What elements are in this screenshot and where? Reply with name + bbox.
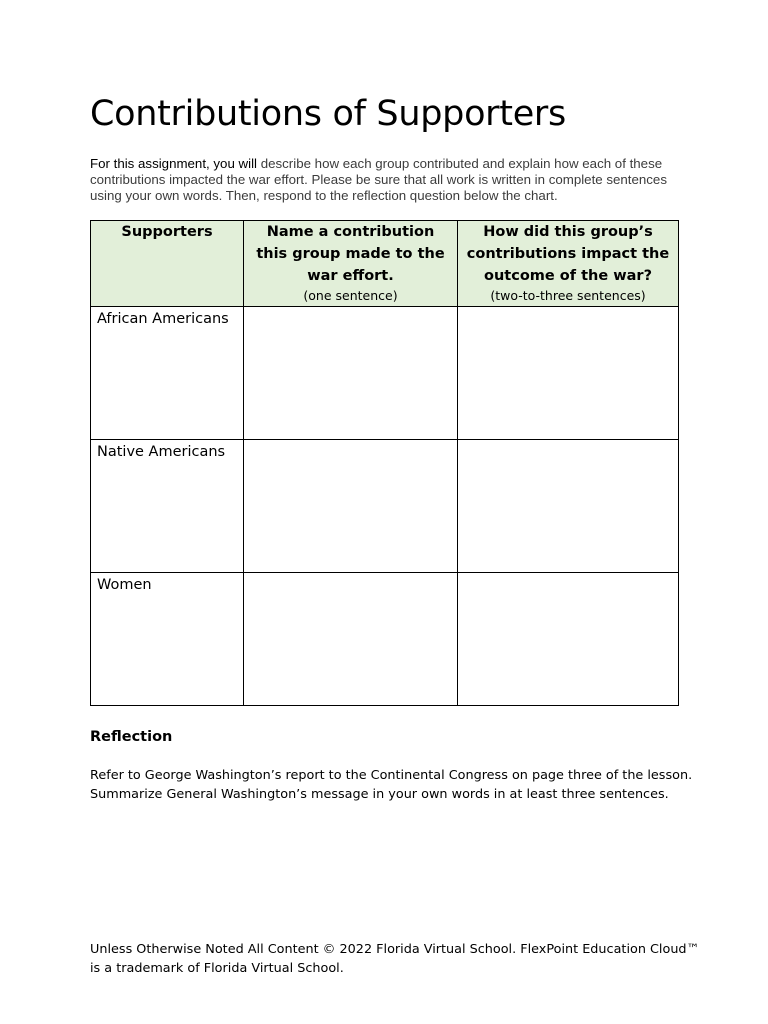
table-row [91, 440, 679, 573]
instructions-lead: For this assignment, you will [90, 156, 258, 171]
table-row [91, 307, 679, 440]
group-label: African Americans [97, 311, 229, 327]
contribution-cell[interactable] [244, 440, 458, 573]
header-label: Name a contribution this group made to the war effort. [256, 224, 445, 284]
group-label: Native Americans [97, 444, 226, 460]
assignment-instructions [90, 156, 680, 205]
table-header-row [91, 221, 679, 307]
reflection-prompt [90, 766, 693, 804]
impact-cell[interactable] [458, 440, 679, 573]
reflection-heading: Reflection [90, 729, 173, 745]
header-contribution [244, 221, 458, 307]
impact-cell[interactable] [458, 307, 679, 440]
impact-cell[interactable] [458, 573, 679, 706]
reflection-line: Refer to George Washington’s report to the Continental Congress on page three of the lesson. [90, 768, 693, 783]
header-label: How did this group’s contributions impact the outcome of the war? [466, 224, 670, 284]
page-title: Contributions of Supporters [90, 94, 566, 134]
instructions-line: using your own words. Then, respond to the reflection question below the chart. [90, 188, 558, 204]
contribution-cell[interactable] [244, 573, 458, 706]
group-label: Women [97, 577, 152, 593]
reflection-line: Summarize General Washington’s message in your own words in at least three sentences. [90, 787, 669, 802]
copyright-footer [90, 940, 700, 978]
instructions-line: describe how each group contributed and explain how each of these [260, 156, 663, 171]
header-label: Supporters [121, 224, 213, 240]
contribution-cell[interactable] [244, 307, 458, 440]
header-note: (one sentence) [303, 288, 398, 303]
header-supporters [91, 221, 244, 307]
group-cell [91, 573, 244, 706]
table-row [91, 573, 679, 706]
header-note: (two-to-three sentences) [490, 288, 646, 303]
header-impact [458, 221, 679, 307]
supporters-chart [90, 220, 679, 706]
footer-line: Unless Otherwise Noted All Content © 2022 Florida Virtual School. FlexPoint Education Cloud™ [90, 942, 700, 957]
instructions-line: contributions impacted the war effort. Please be sure that all work is written in complete sentences [90, 172, 667, 188]
footer-line: is a trademark of Florida Virtual School. [90, 961, 344, 976]
group-cell [91, 307, 244, 440]
group-cell [91, 440, 244, 573]
